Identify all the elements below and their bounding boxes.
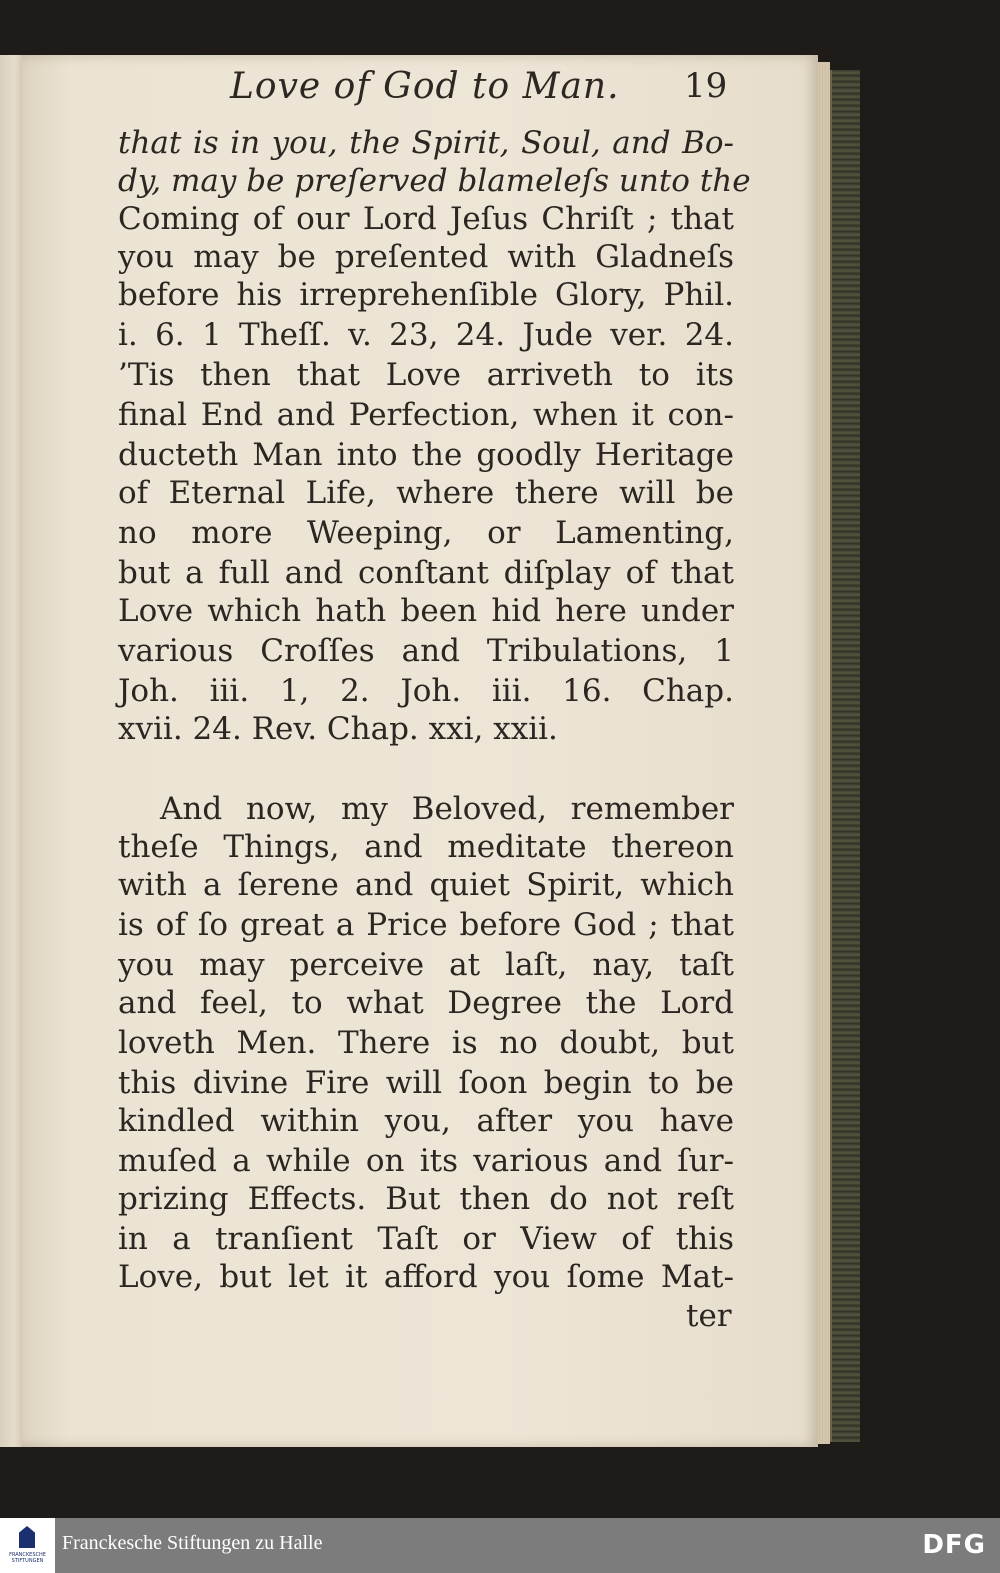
text-line: in a tranſient Taſt or View of this [118,1221,734,1257]
text-line: Love which hath been hid here under [118,593,734,629]
text-line: is of ſo great a Price before God ; that [118,907,734,943]
text-line: prizing Effects. But then do not reſt [118,1181,734,1217]
text-line: ducteth Man into the goodly Heritage [118,437,734,473]
text-line: i. 6. 1 Theſſ. v. 23, 24. Jude ver. 24. [118,317,734,353]
text-line: ’Tis then that Love arriveth to its [118,357,734,393]
logo-label: FRANCKESCHE STIFTUNGEN [9,1552,46,1564]
text-line: loveth Men. There is no doubt, but [118,1025,734,1061]
text-line: final End and Perfection, when it con- [118,397,734,433]
text-line: but a full and conſtant diſplay of that [118,555,734,591]
text-line: before his irreprehenſible Glory, Phil. [118,277,734,313]
text-line: dy, may be preſerved blameleſs unto the [118,163,751,199]
text-line: xvii. 24. Rev. Chap. xxi, xxii. [118,711,558,747]
text-line: Love, but let it afford you ſome Mat- [118,1259,734,1295]
text-line: no more Weeping, or Lamenting, [118,515,734,551]
text-line: muſed a while on its various and ſur- [118,1143,734,1179]
text-line: this divine Fire will ſoon begin to be [118,1065,734,1101]
running-head: Love of God to Man. [230,66,620,107]
text-line: with a ſerene and quiet Spirit, which [118,867,734,903]
institution-link[interactable]: Franckesche Stiftungen zu Halle [62,1532,323,1554]
building-icon [19,1526,35,1548]
text-line: kindled within you, after you have [118,1103,734,1139]
text-line: theſe Things, and meditate thereon [118,829,734,865]
text-line: Joh. iii. 1, 2. Joh. iii. 16. Chap. [118,673,734,709]
text-line: of Eternal Life, where there will be [118,475,734,511]
text-line: Coming of our Lord Jeſus Chriſt ; that [118,201,734,237]
dfg-logo[interactable]: DFG [922,1530,986,1560]
text-line: various Croſſes and Tribulations, 1 [118,633,734,669]
text-line: and feel, to what Degree the Lord [118,985,734,1021]
text-line: you may perceive at laſt, nay, taſt [118,947,734,983]
text-line: you may be preſented with Gladneſs [118,239,734,275]
text-line: And now, my Beloved, remember [160,791,734,827]
text-line: that is in you, the Spirit, Soul, and Bo- [118,125,734,161]
catchword: ter [686,1298,732,1334]
institution-logo[interactable] [0,1518,55,1573]
viewer-footer [0,1518,1000,1573]
page-number: 19 [684,66,728,106]
